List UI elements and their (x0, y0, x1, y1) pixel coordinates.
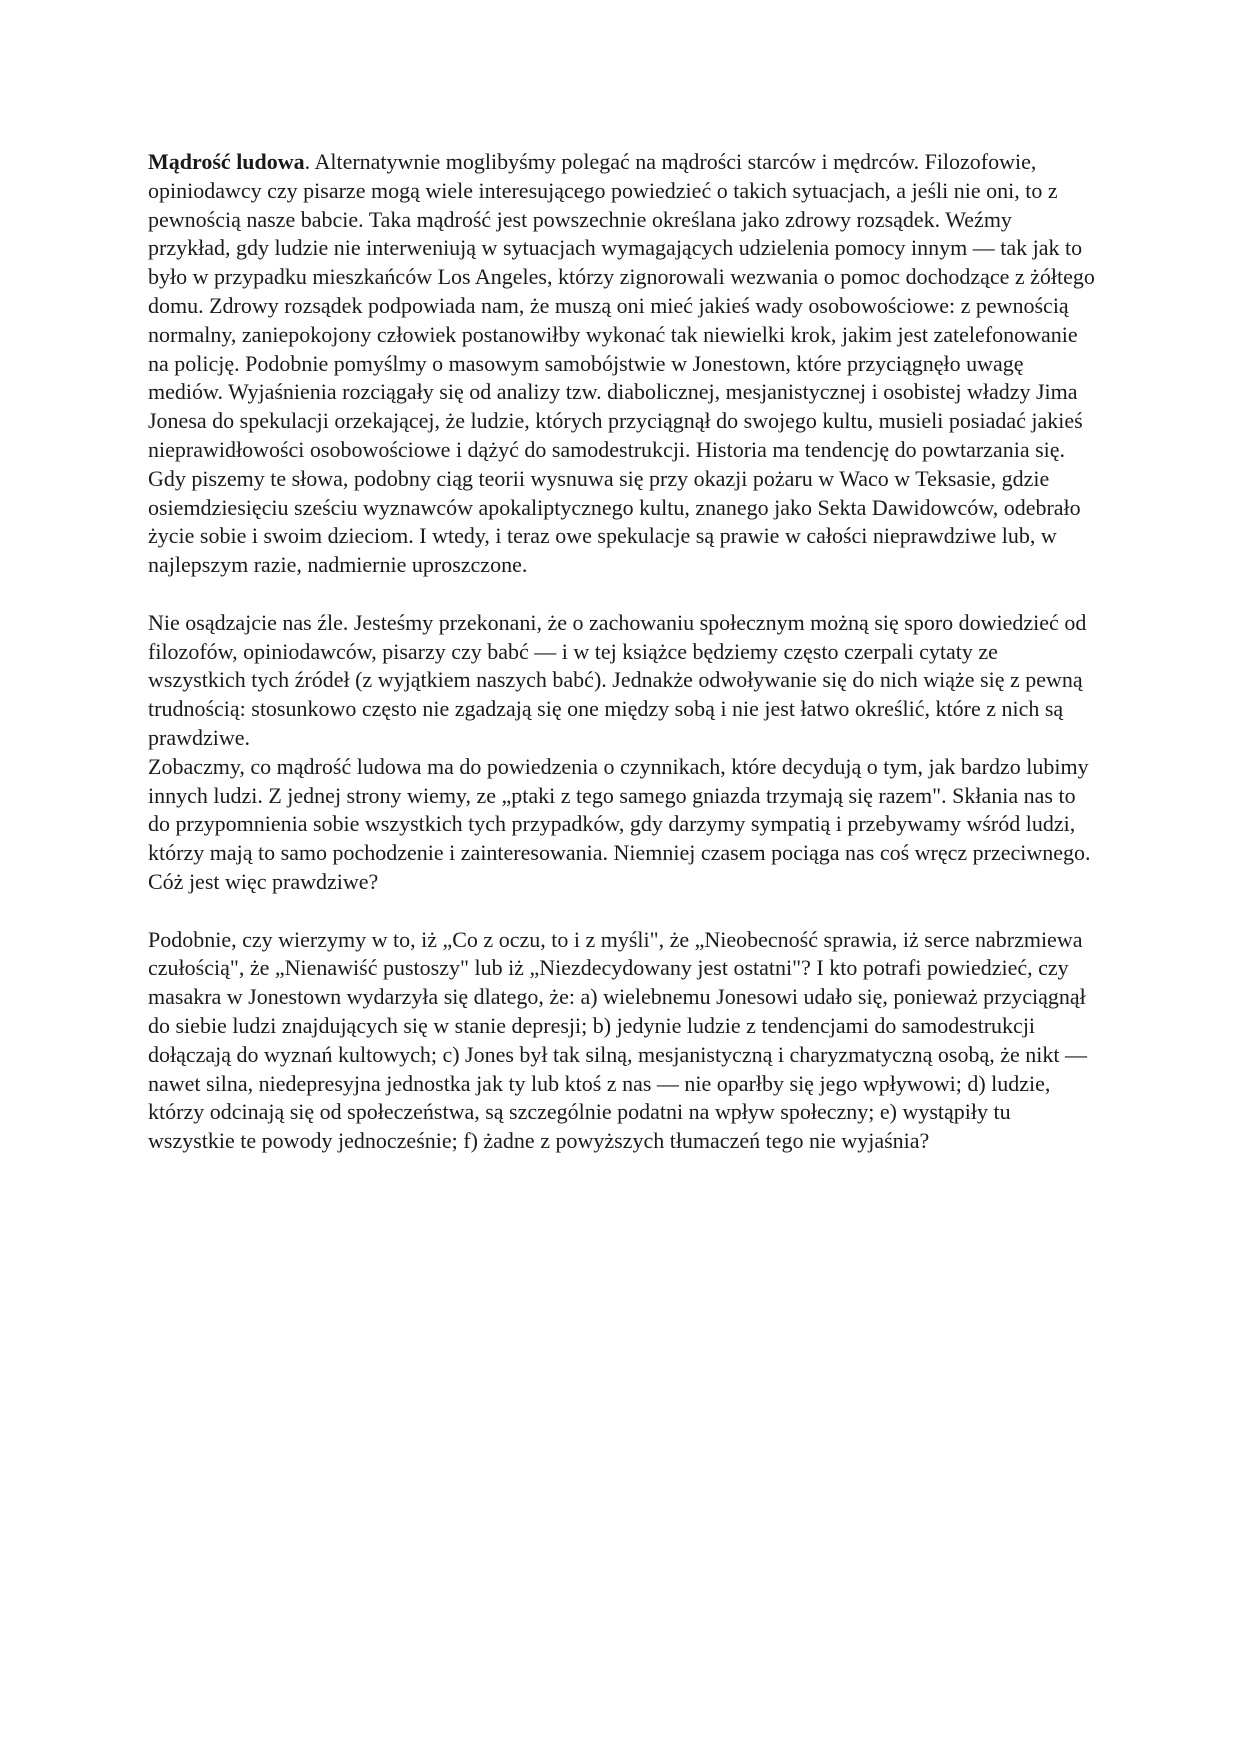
paragraph-spacer (148, 580, 1096, 609)
paragraph-birds-of-feather: Zobaczmy, co mądrość ludowa ma do powiedzenia o czynnikach, które decydują o tym, jak bardzo lubimy innych ludzi. Z jednej strony wiemy, ze „ptaki z tego samego gniazda trzymają się razem". Skłania nas to do przypomnienia sobie wszystkich tych przypadków, gdy darzymy sympatią i przebywamy wśród ludzi, którzy mają to samo pochodzenie i zainteresowania. Niemniej czasem pociąga nas coś wręcz przeciwnego. Cóż jest więc prawdziwe? (148, 753, 1091, 894)
paragraph-lead-heading: Mądrość ludowa (148, 149, 305, 174)
paragraph-spacer (148, 897, 1096, 926)
paragraph-dont-judge: Nie osądzajcie nas źle. Jesteśmy przekonani, że o zachowaniu społecznym możną się sporo dowiedzieć od filozofów, opiniodawców, pisarzy czy babć — i w tej książce będziemy często czerpali cytaty ze wszystkich tych źródeł (z wyjątkiem naszych babć). Jednakże odwoływanie się do nich wiąże się z pewną trudnością: stosunkowo często nie zgadzają się one między sobą i nie jest łatwo określić, które z nich są prawdziwe. (148, 609, 1087, 750)
paragraph-proverbs: Podobnie, czy wierzymy w to, iż „Co z oczu, to i z myśli", że „Nieobecność sprawia, iż serce nabrzmiewa czułością", że „Nienawiść pustoszy" lub iż „Niezdecydowany jest ostatni"? I kto potrafi powiedzieć, czy masakra w Jonestown wydarzyła się dlatego, że: a) wielebnemu Jonesowi udało się, ponieważ przyciągnął do siebie ludzi znajdujących się w stanie depresji; b) jedynie ludzie z tendencjami do samodestrukcji dołączają do wyznań kultowych; c) Jones był tak silną, mesjanistyczną i charyzmatyczną osobą, że nikt — nawet silna, niedepresyjna jednostka jak ty lub ktoś z nas — nie oparłby się jego wpływowi; d) ludzie, którzy odcinają się od społeczeństwa, są szczególnie podatni na wpływ społeczny; e) wystąpiły tu wszystkie te powody jednocześnie; f) żadne z powyższych tłumaczeń tego nie wyjaśnia? (148, 926, 1087, 1154)
document-body (148, 148, 1096, 1156)
paragraph-text: . Alternatywnie moglibyśmy polegać na mądrości starców i mędrców. Filozofowie, opiniodawcy czy pisarze mogą wiele interesującego powiedzieć o takich sytuacjach, a jeśli nie oni, to z pewnością nasze babcie. Taka mądrość jest powszechnie określana jako zdrowy rozsądek. Weźmy przykład, gdy ludzie nie interweniują w sytuacjach wymagających udzielenia pomocy innym — tak jak to było w przypadku mieszkańców Los Angeles, którzy zignorowali wezwania o pomoc dochodzące z żółtego domu. Zdrowy rozsądek podpowiada nam, że muszą oni mieć jakieś wady osobowościowe: z pewnością normalny, zaniepokojony człowiek postanowiłby wykonać tak niewielki krok, jakim jest zatelefonowanie na policję. Podobnie pomyślmy o masowym samobójstwie w Jonestown, które przyciągnęło uwagę mediów. Wyjaśnienia rozciągały się od analizy tzw. diabolicznej, mesjanistycznej i osobistej władzy Jima Jonesa do spekulacji orzekającej, że ludzie, których przyciągnął do swojego kultu, musieli posiadać jakieś nieprawidłowości osobowościowe i dążyć do samodestrukcji. Historia ma tendencję do powtarzania się. Gdy piszemy te słowa, podobny ciąg teorii wysnuwa się przy okazji pożaru w Waco w Teksasie, gdzie osiemdziesięciu sześciu wyznawców apokaliptycznego kultu, znanego jako Sekta Dawidowców, odebrało życie sobie i swoim dzieciom. I wtedy, i teraz owe spekulacje są prawie w całości nieprawdziwe lub, w najlepszym razie, nadmiernie uproszczone. (148, 149, 1095, 578)
paragraph-folk-wisdom (148, 148, 1096, 580)
